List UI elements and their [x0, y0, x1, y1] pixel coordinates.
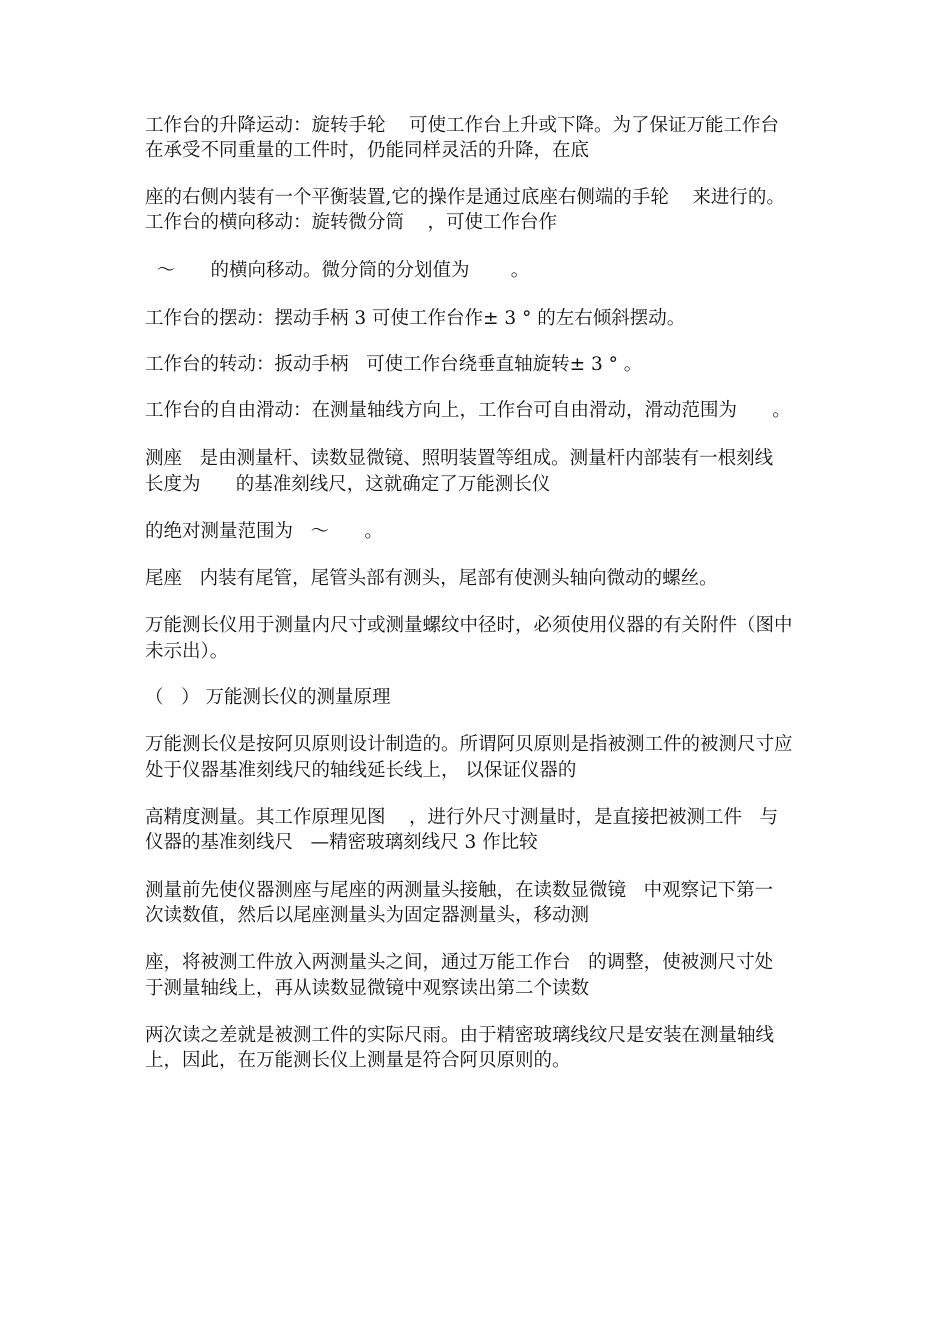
- text-line: 万能测长仪用于测量内尺寸或测量螺纹中径时，必须使用仪器的有关附件（图中: [145, 615, 793, 636]
- text-line: 座，将被测工件放入两测量头之间，通过万能工作台 的调整，使被测尺寸处: [145, 952, 774, 973]
- text-line: 座的右侧内装有一个平衡装置,它的操作是通过底座右侧端的手轮 来进行的。: [145, 187, 785, 208]
- text-line: 长度为 的基准刻线尺，这就确定了万能测长仪: [145, 474, 551, 495]
- text-line: 处于仪器基准刻线尺的轴线延长线上， 以保证仪器的: [145, 760, 577, 781]
- text-line: 于测量轴线上，再从读数显微镜中观察读出第二个读数: [145, 978, 590, 999]
- text-line: 次读数值，然后以尾座测量头为固定器测量头，移动测: [145, 905, 590, 926]
- text-line: 测座 是由测量杆、读数显微镜、照明装置等组成。测量杆内部装有一根刻线: [145, 448, 774, 469]
- section-heading: （ ） 万能测长仪的测量原理: [145, 687, 391, 708]
- text-line: 工作台的自由滑动：在测量轴线方向上，工作台可自由滑动，滑动范围为 。: [145, 400, 791, 421]
- text-line: 工作台的转动：扳动手柄 可使工作台绕垂直轴旋转± 3 ° 。: [145, 354, 643, 375]
- text-line: 两次读之差就是被测工件的实际尺雨。由于精密玻璃线纹尺是安装在测量轴线: [145, 1025, 775, 1046]
- text-line: 仪器的基准刻线尺 —精密玻璃刻线尺 3 作比较: [145, 832, 538, 853]
- text-line: ～ 的横向移动。微分筒的分划值为 。: [145, 260, 530, 281]
- text-line: 万能测长仪是按阿贝原则设计制造的。所谓阿贝原则是指被测工件的被测尺寸应: [145, 734, 793, 755]
- text-line: 工作台的升降运动：旋转手轮 可使工作台上升或下降。为了保证万能工作台: [145, 115, 780, 136]
- text-line: 工作台的摆动：摆动手柄 3 可使工作台作± 3 ° 的左右倾斜摆动。: [145, 308, 686, 329]
- text-line: 高精度测量。其工作原理见图 ，进行外尺寸测量时，是直接把被测工件 与: [145, 807, 779, 828]
- text-line: 上，因此，在万能测长仪上测量是符合阿贝原则的。: [145, 1050, 571, 1071]
- text-line: 在承受不同重量的工件时，仍能同样灵活的升降，在底: [145, 140, 590, 161]
- text-line: 工作台的横向移动：旋转微分筒 ，可使工作台作: [145, 212, 558, 233]
- text-line: 测量前先使仪器测座与尾座的两测量头接触，在读数显微镜 中观察记下第一: [145, 880, 774, 901]
- text-line: 未示出）。: [145, 641, 229, 662]
- text-line: 的绝对测量范围为 ～ 。: [145, 521, 383, 542]
- text-line: 尾座 内装有尾管，尾管头部有测头，尾部有使测头轴向微动的螺丝。: [145, 568, 718, 589]
